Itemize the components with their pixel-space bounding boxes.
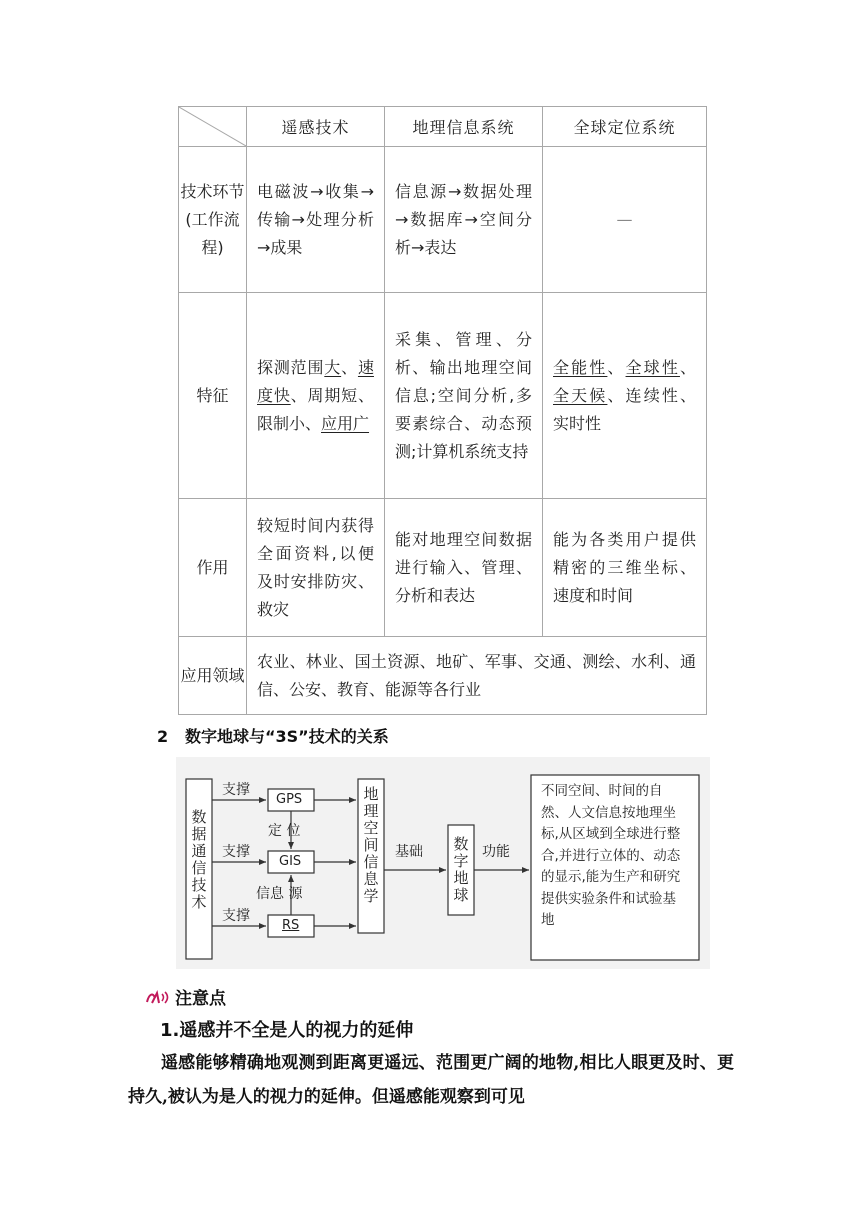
geo-info-science-label: 地理空间信息学 (363, 785, 379, 905)
support-label: 支撑 (222, 844, 250, 860)
result-text: 不同空间、时间的自然、人文信息按地理坐标,从区域到全球进行整合,并进行立体的、动态的显示,能为生产和研究提供实验条件和试验基地 (541, 783, 681, 928)
comparison-table (178, 106, 707, 715)
rs-label: RS (282, 918, 300, 933)
row-label-role: 作用 (179, 499, 247, 637)
cell-gps-role: 能为各类用户提供精密的三维坐标、速度和时间 (543, 499, 707, 637)
3s-relationship-diagram (176, 757, 710, 969)
section-number: 2 (157, 727, 169, 746)
cell-rs-workflow: 电磁波→收集→传输→处理分析→成果 (247, 147, 385, 293)
section-heading (157, 724, 389, 747)
table-header-row (179, 107, 707, 147)
function-label: 功能 (482, 844, 510, 860)
table-row (179, 499, 707, 637)
table-corner-cell (179, 107, 247, 147)
row-label-workflow: 技术环节(工作流程) (179, 147, 247, 293)
digital-earth-label: 数字地球 (453, 835, 469, 904)
header-gps: 全球定位系统 (543, 107, 707, 147)
support-label: 支撑 (222, 908, 250, 924)
cell-rs-role: 较短时间内获得全面资料,以便及时安排防灾、救灾 (247, 499, 385, 637)
cell-gps-features: 全能性、全球性、全天候、连续性、实时性 (543, 293, 707, 499)
header-gis: 地理信息系统 (385, 107, 543, 147)
cell-rs-features: 探测范围大、速度快、周期短、限制小、应用广 (247, 293, 385, 499)
cell-application-fields: 农业、林业、国土资源、地矿、军事、交通、测绘、水利、通信、公安、教育、能源等各行业 (247, 637, 707, 715)
gis-label: GIS (279, 854, 302, 869)
notes-heading (145, 984, 226, 1009)
notes-title: 注意点 (175, 989, 226, 1009)
table-row (179, 147, 707, 293)
section-title: 数字地球与“3S”技术的关系 (185, 727, 389, 746)
basis-label: 基础 (395, 844, 423, 860)
cell-gis-workflow: 信息源→数据处理→数据库→空间分析→表达 (385, 147, 543, 293)
cell-gis-features: 采集、管理、分析、输出地理空间信息;空间分析,多要素综合、动态预测;计算机系统支持 (385, 293, 543, 499)
locate-label: 定 位 (268, 823, 301, 839)
support-label: 支撑 (222, 782, 250, 798)
note-subheading: 1.遥感并不全是人的视力的延伸 (160, 1020, 414, 1041)
table-row (179, 293, 707, 499)
note-paragraph: 遥感能够精确地观测到距离更遥远、范围更广阔的地物,相比人眼更及时、更持久,被认为是人的视力的延伸。但遥感能观察到可见 (128, 1053, 734, 1107)
table-row (179, 637, 707, 715)
info-source-label: 信息 源 (256, 886, 303, 902)
row-label-fields: 应用领域 (179, 637, 247, 715)
cell-gps-workflow: — (543, 147, 707, 293)
header-rs: 遥感技术 (247, 107, 385, 147)
data-comm-label: 数据通信技术 (191, 808, 207, 911)
cell-gis-role: 能对地理空间数据进行输入、管理、分析和表达 (385, 499, 543, 637)
row-label-features: 特征 (179, 293, 247, 499)
speaker-icon (145, 988, 171, 1006)
gps-label: GPS (276, 792, 303, 807)
